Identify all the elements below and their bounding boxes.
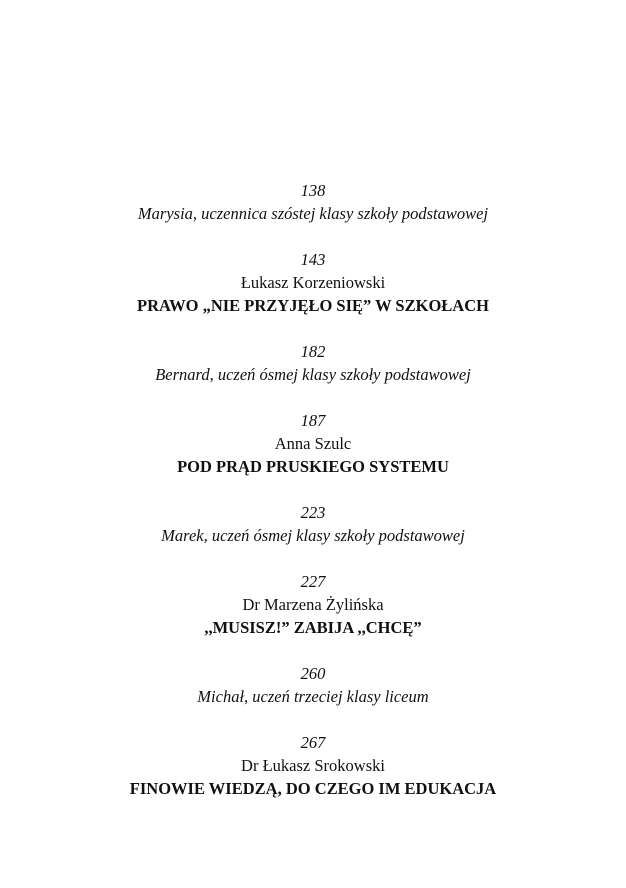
toc-entry	[0, 409, 626, 478]
entry-title: FINOWIE WIEDZĄ, DO CZEGO IM EDUKACJA	[129, 779, 497, 798]
toc-entry	[0, 501, 626, 547]
page-number: 187	[300, 411, 326, 430]
entry-author: Dr Marzena Żylińska	[242, 595, 384, 614]
page-number: 143	[300, 250, 326, 269]
page-number: 223	[300, 503, 326, 522]
page-number: 138	[300, 181, 326, 200]
entry-author: Łukasz Korzeniowski	[240, 273, 386, 292]
entry-title: ,,MUSISZ!” ZABIJA ,,CHCĘ”	[204, 618, 422, 637]
page-number: 182	[300, 342, 326, 361]
toc-entry	[0, 662, 626, 708]
toc-entry	[0, 731, 626, 800]
page-number: 260	[300, 664, 326, 683]
entry-subtitle: Michał, uczeń trzeciej klasy liceum	[197, 687, 429, 706]
toc-entry	[0, 248, 626, 317]
entry-title: POD PRĄD PRUSKIEGO SYSTEMU	[177, 457, 449, 476]
entry-author: Dr Łukasz Srokowski	[241, 756, 385, 775]
toc-entry	[0, 179, 626, 225]
entry-author: Anna Szulc	[274, 434, 352, 453]
table-of-contents	[0, 179, 626, 823]
page-number: 227	[300, 572, 326, 591]
entry-subtitle: Marek, uczeń ósmej klasy szkoły podstawowej	[161, 526, 465, 545]
toc-entry	[0, 570, 626, 639]
entry-subtitle: Bernard, uczeń ósmej klasy szkoły podstawowej	[155, 365, 471, 384]
page-number: 267	[300, 733, 326, 752]
toc-entry	[0, 340, 626, 386]
entry-subtitle: Marysia, uczennica szóstej klasy szkoły podstawowej	[137, 204, 489, 223]
entry-title: PRAWO „NIE PRZYJĘŁO SIĘ” W SZKOŁACH	[137, 296, 489, 315]
